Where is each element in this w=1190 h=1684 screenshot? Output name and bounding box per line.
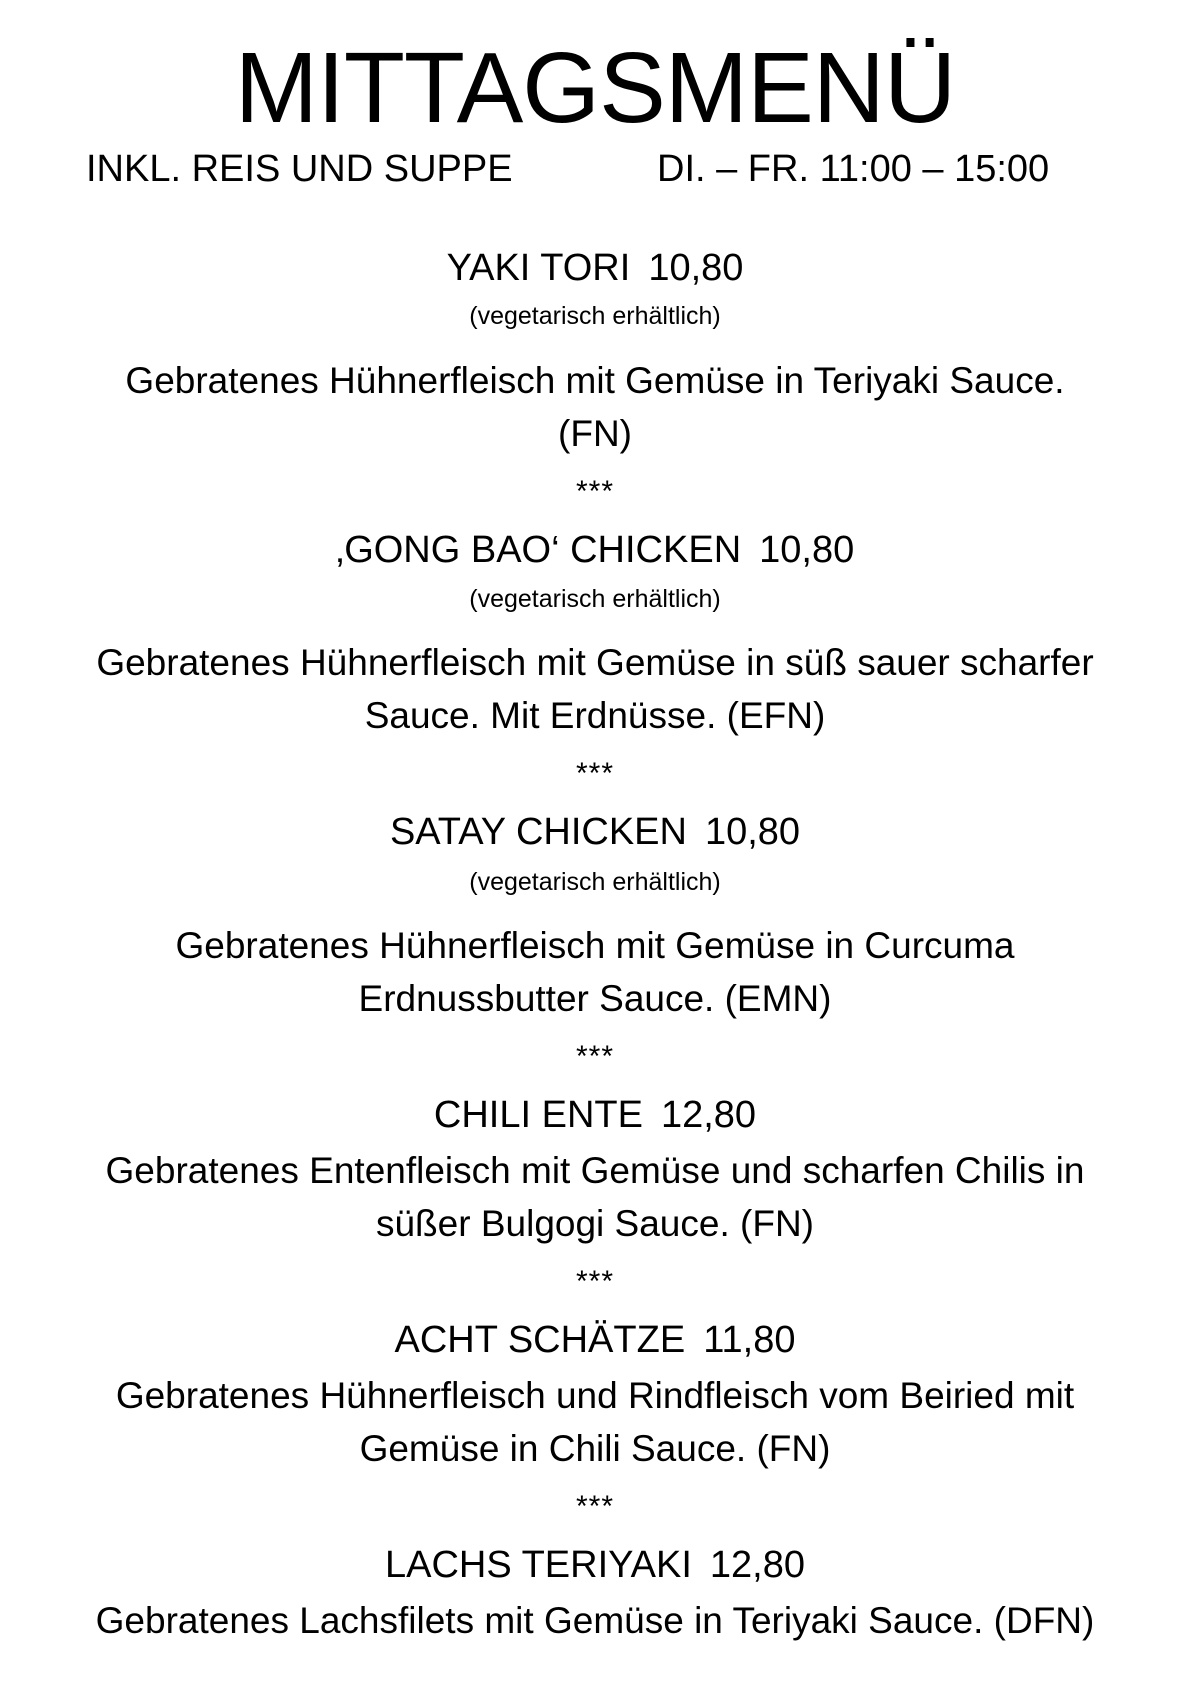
dish-description: Gebratenes Hühnerfleisch mit Gemüse in süß sauer scharfer (96, 642, 1094, 683)
dish-name: LACHS TERIYAKI (384, 1544, 692, 1586)
dish-heading (0, 525, 1190, 575)
dish-description: Gebratenes Hühnerfleisch mit Gemüse in Curcuma (175, 925, 1015, 966)
dish-price: 12,80 (660, 1094, 757, 1136)
dish-description: Erdnussbutter Sauce. (EMN) (358, 978, 832, 1019)
dish-heading (0, 1540, 1190, 1590)
dish-heading (0, 807, 1190, 857)
dish-name: CHILI ENTE (433, 1094, 643, 1136)
dish-price: 10,80 (704, 811, 801, 853)
dish-heading (0, 1090, 1190, 1140)
separator: *** (575, 1490, 615, 1523)
dish-price: 10,80 (759, 529, 855, 571)
dish-description: Gebratenes Hühnerfleisch und Rindfleisch vom Beiried mit (115, 1375, 1075, 1416)
separator: *** (575, 1040, 615, 1073)
dish-heading (0, 1315, 1190, 1365)
dish-name: SATAY CHICKEN (389, 811, 687, 853)
dish-description: Sauce. Mit Erdnüsse. (EFN) (364, 695, 826, 736)
dish-note: (vegetarisch erhältlich) (469, 868, 721, 896)
dish-description: süßer Bulgogi Sauce. (FN) (375, 1203, 814, 1244)
dish-price: 10,80 (648, 247, 744, 289)
included-note: INKL. REIS UND SUPPE (86, 148, 513, 190)
separator: *** (575, 757, 615, 790)
opening-hours: DI. – FR. 11:00 – 15:00 (657, 148, 1050, 190)
dish-heading (0, 243, 1190, 293)
dish-name: YAKI TORI (446, 247, 631, 289)
dish-note: (vegetarisch erhältlich) (469, 585, 721, 613)
dish-note: (vegetarisch erhältlich) (469, 302, 721, 330)
dish-name: ACHT SCHÄTZE (394, 1319, 686, 1361)
separator: *** (575, 1265, 615, 1298)
dish-price: 12,80 (709, 1544, 805, 1586)
dish-price: 11,80 (703, 1319, 796, 1361)
dish-description: (FN) (558, 413, 632, 454)
page-title: MITTAGSMENÜ (234, 32, 956, 144)
dish-description: Gebratenes Lachsfilets mit Gemüse in Teriyaki Sauce. (DFN) (95, 1600, 1095, 1641)
dish-name: ‚GONG BAO‘ CHICKEN (335, 529, 742, 571)
dish-description: Gebratenes Hühnerfleisch mit Gemüse in Teriyaki Sauce. (125, 360, 1065, 401)
dish-description: Gemüse in Chili Sauce. (FN) (359, 1428, 831, 1469)
dish-description: Gebratenes Entenfleisch mit Gemüse und scharfen Chilis in (105, 1150, 1085, 1191)
separator: *** (575, 475, 615, 508)
